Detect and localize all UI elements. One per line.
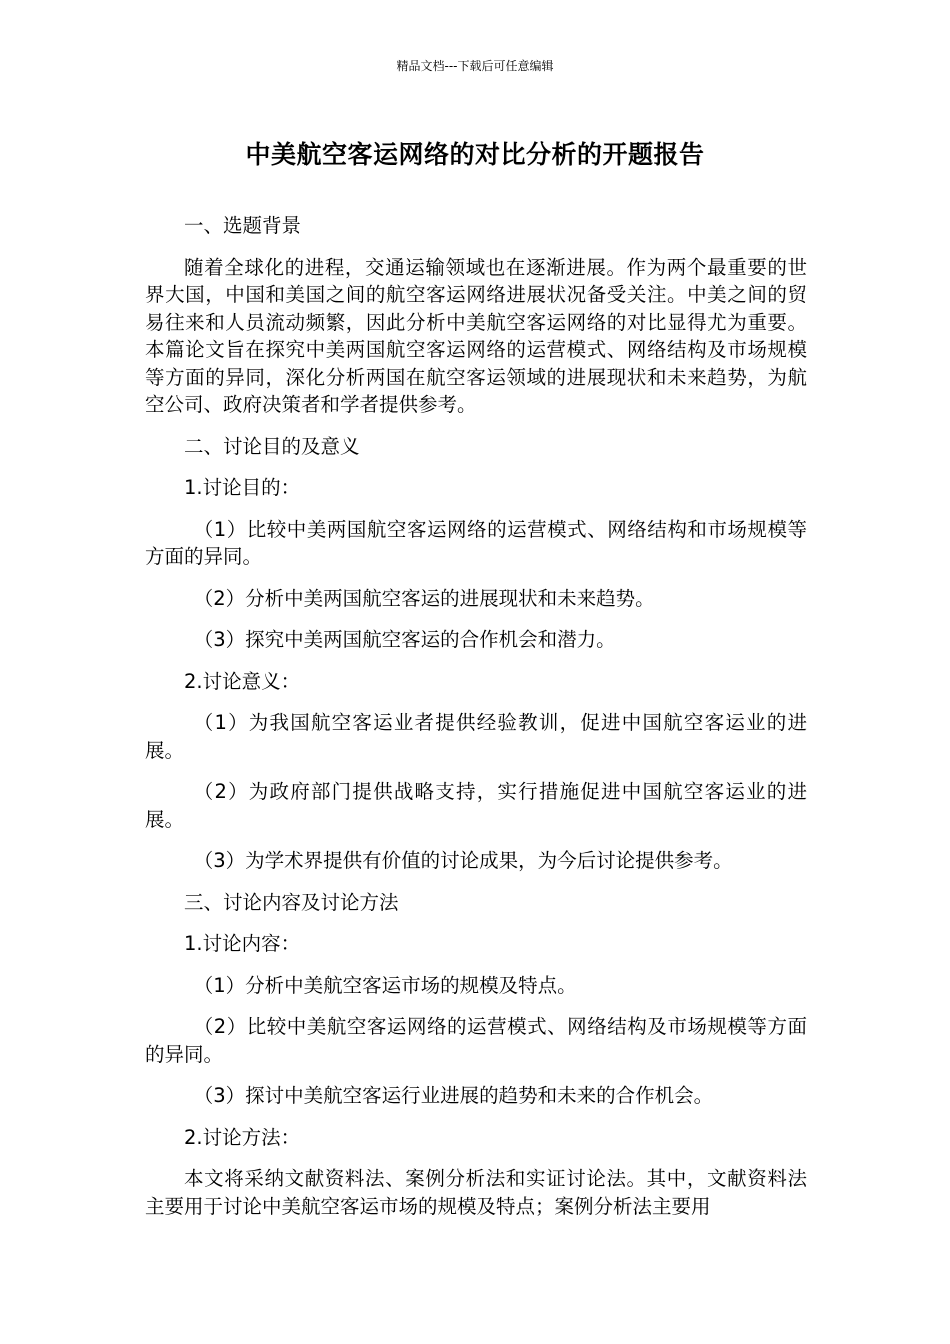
list-item: （1）为我国航空客运业者提供经验教训，促进中国航空客运业的进展。 [145,711,807,762]
list-item: （2）分析中美两国航空客运的进展现状和未来趋势。 [193,586,655,610]
list-item: （1）分析中美航空客运市场的规模及特点。 [193,973,577,997]
list-item: （3）探讨中美航空客运行业进展的趋势和未来的合作机会。 [193,1084,714,1107]
list-item: （3）探究中美两国航空客运的合作机会和潜力。 [193,628,616,651]
document-title: 中美航空客运网络的对比分析的开题报告 [245,140,705,169]
section-heading-content-methods: 三、讨论内容及讨论方法 [184,890,399,914]
subheading-methods: 2.讨论方法： [184,1125,301,1149]
section-heading-background: 一、选题背景 [184,214,302,237]
header-note: 精品文档---下载后可任意编辑 [396,59,554,73]
list-item: （1）比较中美两国航空客运网络的运营模式、网络结构和市场规模等方面的异同。 [145,517,807,568]
list-item: （2）比较中美航空客运网络的运营模式、网络结构及市场规模等方面的异同。 [145,1015,807,1066]
paragraph-methods: 本文将采纳文献资料法、案例分析法和实证讨论法。其中，文献资料法主要用于讨论中美航空客运市场的规模及特点；案例分析法主要用 [145,1167,807,1218]
list-item: （3）为学术界提供有价值的讨论成果，为今后讨论提供参考。 [193,849,733,872]
section-heading-purpose: 二、讨论目的及意义 [184,434,360,458]
document-body [145,212,807,1220]
list-item: （2）为政府部门提供战略支持，实行措施促进中国航空客运业的进展。 [145,780,807,831]
subheading-significance: 2.讨论意义： [184,669,301,693]
subheading-purpose: 1.讨论目的： [184,476,301,499]
paragraph-background: 随着全球化的进程，交通运输领域也在逐渐进展。作为两个最重要的世界大国，中国和美国之间的航空客运网络进展状况备受关注。中美之间的贸易往来和人员流动频繁，因此分析中美航空客运网络的对比显得尤为重要。本篇论文旨在探究中美两国航空客运网络的运营模式、网络结构及市场规模等方面的异同，深化分析两国在航空客运领域的进展现状和未来趋势，为航空公司、政府决策者和学者提供参考。 [145,255,807,416]
subheading-content: 1.讨论内容： [184,932,301,955]
